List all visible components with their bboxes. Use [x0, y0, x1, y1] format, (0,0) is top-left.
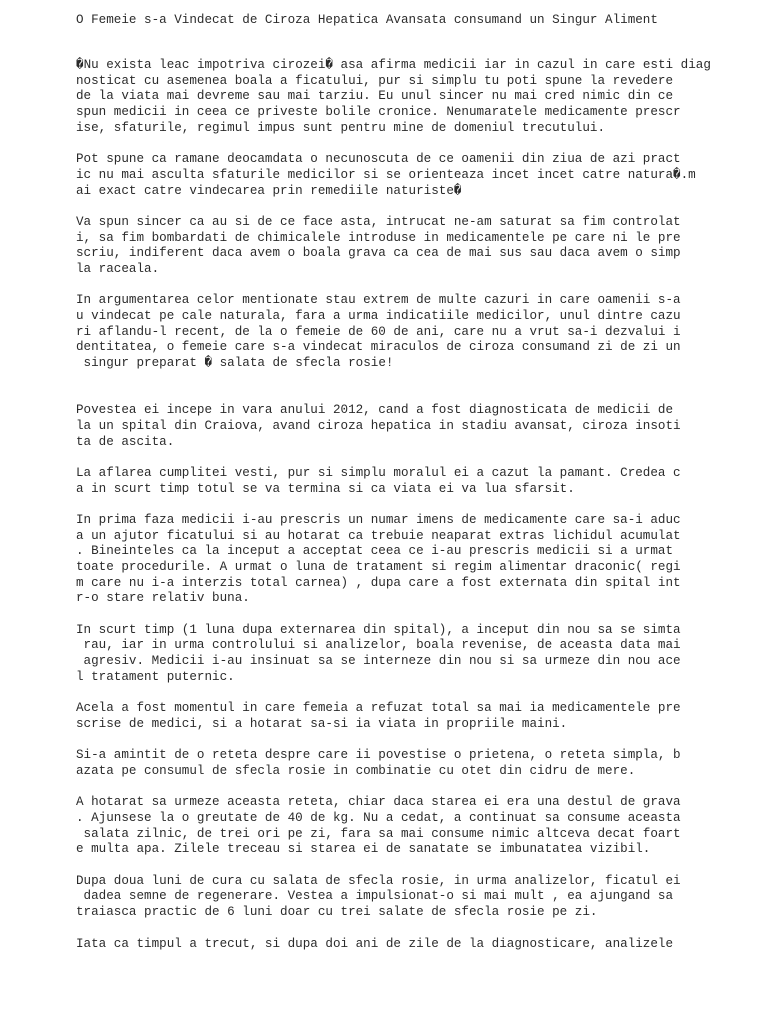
paragraph-line: l tratament puternic.: [76, 669, 235, 684]
paragraph-line: nosticat cu asemenea boala a ficatului, pur si simplu tu poti spune la revedere: [76, 73, 674, 88]
paragraph-line: agresiv. Medicii i-au insinuat sa se interneze din nou si sa urmeze din nou ace: [76, 654, 681, 669]
paragraph: [76, 623, 716, 686]
paragraph: [76, 293, 716, 371]
paragraph-line: ri aflandu-l recent, de la o femeie de 60 de ani, care nu a vrut sa-i dezvalui i: [76, 324, 681, 339]
paragraph-line: ai exact catre vindecarea prin remediile naturiste�: [76, 183, 462, 198]
paragraph-line: �Nu exista leac impotriva cirozei� asa afirma medicii iar in cazul in care esti diag: [76, 58, 711, 72]
paragraph-line: . Bineinteles ca la inceput a acceptat ceea ce i-au prescris medicii si a urmat: [76, 544, 674, 559]
paragraph-line: Va spun sincer ca au si de ce face asta, intrucat ne-am saturat sa fim controlat: [76, 214, 681, 229]
document-body: [76, 58, 716, 968]
paragraph-line: Pot spune ca ramane deocamdata o necunoscuta de ce oamenii din ziua de azi pract: [76, 152, 681, 167]
paragraph-line: singur preparat � salata de sfecla rosie!: [76, 356, 394, 371]
paragraph-line: ta de ascita.: [76, 434, 175, 449]
paragraph-line: . Ajunsese la o greutate de 40 de kg. Nu a cedat, a continuat sa consume aceasta: [76, 811, 681, 826]
paragraph-line: a un ajutor ficatului si au hotarat ca trebuie neaparat extras lichidul acumulat: [76, 528, 681, 543]
paragraph-line: ise, sfaturile, regimul impus sunt pentru mine de domeniul trecutului.: [76, 120, 606, 135]
paragraph-line: Dupa doua luni de cura cu salata de sfecla rosie, in urma analizelor, ficatul ei: [76, 873, 681, 888]
paragraph-line: e multa apa. Zilele treceau si starea ei de sanatate se imbunatatea vizibil.: [76, 842, 651, 857]
paragraph-line: Si-a amintit de o reteta despre care ii povestise o prietena, o reteta simpla, b: [76, 748, 681, 763]
paragraph-line: In prima faza medicii i-au prescris un numar imens de medicamente care sa-i aduc: [76, 512, 681, 527]
paragraph-line: salata zilnic, de trei ori pe zi, fara sa mai consume nimic altceva decat foart: [76, 826, 681, 841]
paragraph-line: Iata ca timpul a trecut, si dupa doi ani de zile de la diagnosticare, analizele: [76, 936, 674, 951]
paragraph-line: Povestea ei incepe in vara anului 2012, cand a fost diagnosticata de medicii de: [76, 403, 674, 418]
paragraph: [76, 58, 716, 136]
paragraph: [76, 795, 716, 858]
paragraph-line: r-o stare relativ buna.: [76, 591, 250, 606]
paragraph-line: La aflarea cumplitei vesti, pur si simplu moralul ei a cazut la pamant. Credea c: [76, 465, 681, 480]
paragraph: [76, 215, 716, 278]
document-title: O Femeie s-a Vindecat de Ciroza Hepatica Avansata consumand un Singur Aliment: [76, 13, 658, 27]
paragraph: [76, 152, 716, 199]
paragraph: [76, 748, 716, 779]
paragraph: [76, 466, 716, 497]
paragraph-line: dadea semne de regenerare. Vestea a impulsionat-o si mai mult , ea ajungand sa: [76, 889, 674, 904]
paragraph-line: traiasca practic de 6 luni doar cu trei salate de sfecla rosie pe zi.: [76, 905, 598, 920]
paragraph-line: toate procedurile. A urmat o luna de tratament si regim alimentar draconic( regi: [76, 560, 681, 575]
paragraph-line: ic nu mai asculta sfaturile medicilor si se orienteaza incet incet catre natura�.m: [76, 167, 696, 182]
paragraph-line: la un spital din Craiova, avand ciroza hepatica in stadiu avansat, ciroza insoti: [76, 418, 681, 433]
paragraph-line: u vindecat pe cale naturala, fara a urma indicatiile medicilor, unul dintre cazu: [76, 309, 681, 323]
paragraph-line: dentitatea, o femeie care s-a vindecat miraculos de ciroza consumand zi de zi un: [76, 340, 681, 355]
paragraph: [76, 513, 716, 607]
paragraph: [76, 937, 716, 953]
paragraph: [76, 874, 716, 921]
paragraph-line: m care nu i-a interzis total carnea) , dupa care a fost externata din spital int: [76, 575, 681, 590]
paragraph-line: In scurt timp (1 luna dupa externarea din spital), a inceput din nou sa se simta: [76, 622, 681, 637]
paragraph-line: In argumentarea celor mentionate stau extrem de multe cazuri in care oamenii s-a: [76, 293, 681, 308]
paragraph-line: spun medicii in ceea ce priveste bolile cronice. Nenumaratele medicamente prescr: [76, 105, 681, 120]
paragraph-line: scrise de medici, si a hotarat sa-si ia viata in propriile maini.: [76, 716, 568, 731]
paragraph: [76, 403, 716, 450]
paragraph-line: la raceala.: [76, 261, 160, 276]
paragraph-line: a in scurt timp totul se va termina si ca viata ei va lua sfarsit.: [76, 481, 575, 496]
paragraph-line: de la viata mai devreme sau mai tarziu. Eu unul sincer nu mai cred nimic din ce: [76, 89, 674, 104]
paragraph-line: A hotarat sa urmeze aceasta reteta, chiar daca starea ei era una destul de grava: [76, 795, 681, 810]
paragraph-line: azata pe consumul de sfecla rosie in combinatie cu otet din cidru de mere.: [76, 763, 636, 778]
paragraph-line: scriu, indiferent daca avem o boala grava ca cea de mai sus sau daca avem o simp: [76, 246, 681, 261]
paragraph-line: i, sa fim bombardati de chimicalele introduse in medicamentele pe care ni le pre: [76, 230, 681, 245]
paragraph-line: Acela a fost momentul in care femeia a refuzat total sa mai ia medicamentele pre: [76, 701, 681, 716]
paragraph-line: rau, iar in urma controlului si analizelor, boala revenise, de aceasta data mai: [76, 638, 681, 653]
paragraph: [76, 701, 716, 732]
